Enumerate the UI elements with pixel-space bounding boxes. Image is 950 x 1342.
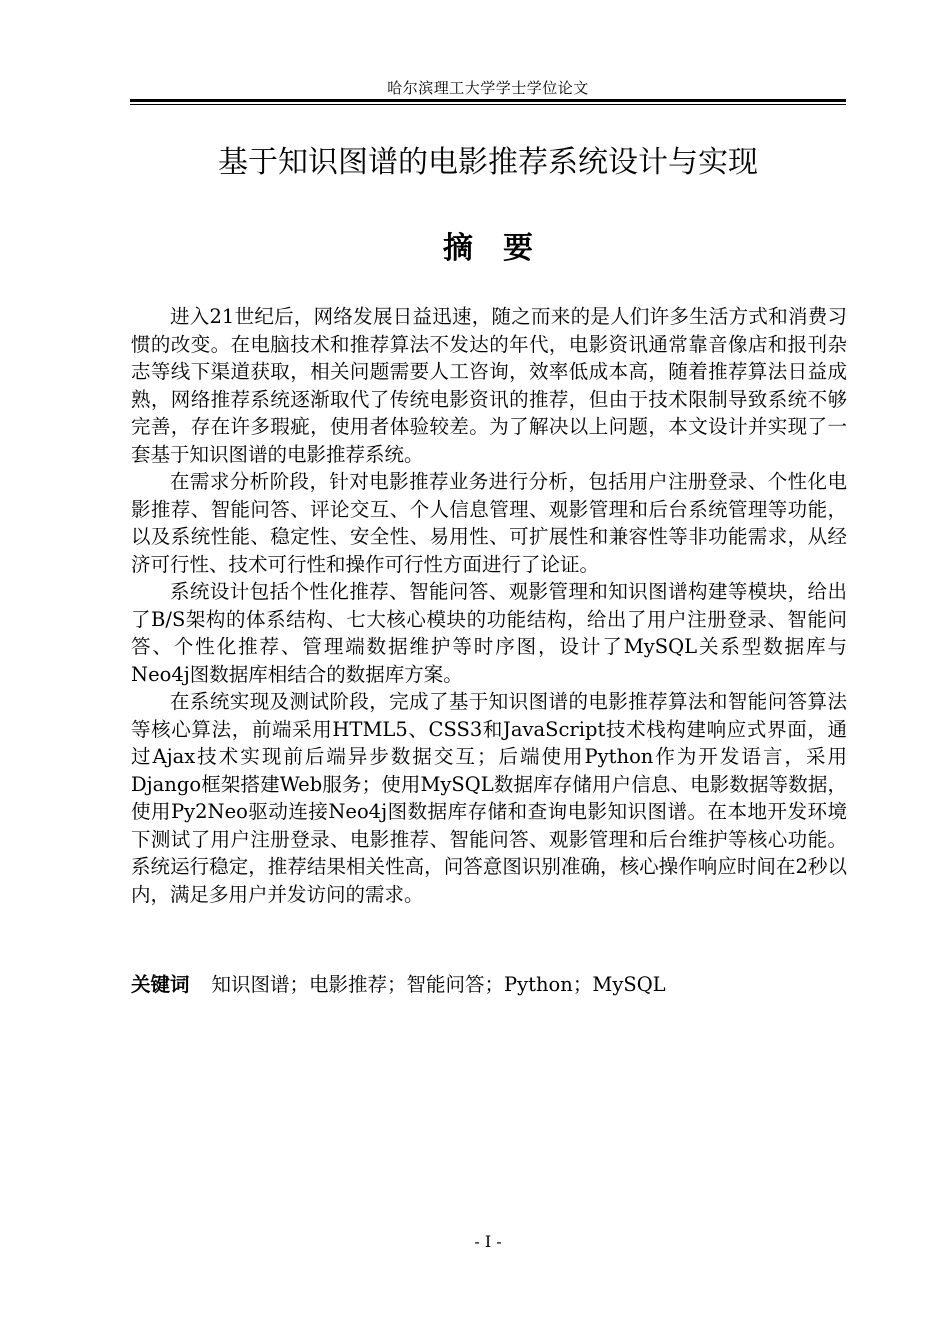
header-rule-thick bbox=[130, 99, 846, 102]
header-title: 哈尔滨理工大学学士学位论文 bbox=[387, 79, 589, 97]
abstract-body bbox=[131, 303, 847, 908]
abstract-paragraph: 在需求分析阶段，针对电影推荐业务进行分析，包括用户注册登录、个性化电影推荐、智能问答、评论交互、个人信息管理、观影管理和后台系统管理等功能，以及系统性能、稳定性、安全性、易用性、可扩展性和兼容性等非功能需求，从经济可行性、技术可行性和操作可行性方面进行了论证。 bbox=[131, 470, 847, 576]
abstract-paragraph: 在系统实现及测试阶段，完成了基于知识图谱的电影推荐算法和智能问答算法等核心算法，前端采用HTML5、CSS3和JavaScript技术栈构建响应式界面，通过Ajax技术实现前后端异步数据交互；后端使用Python作为开发语言，采用Django框架搭建Web服务；使用MySQL数据库存储用户信息、电影数据等数据，使用Py2Neo驱动连接Neo4j图数据库存储和查询电影知识图谱。在本地开发环境下测试了用户注册登录、电影推荐、智能问答、观影管理和后台维护等核心功能。系统运行稳定，推荐结果相关性高，问答意图识别准确，核心操作响应时间在2秒以内，满足多用户并发访问的需求。 bbox=[131, 690, 847, 906]
abstract-paragraph: 系统设计包括个性化推荐、智能问答、观影管理和知识图谱构建等模块，给出了B/S架构的体系结构、七大核心模块的功能结构，给出了用户注册登录、智能问答、个性化推荐、管理端数据维护等时序图，设计了MySQL关系型数据库与Neo4j图数据库相结合的数据库方案。 bbox=[131, 580, 847, 686]
thesis-title: 基于知识图谱的电影推荐系统设计与实现 bbox=[218, 145, 758, 180]
abstract-heading: 摘要 bbox=[443, 231, 563, 266]
abstract-paragraph: 进入21世纪后，网络发展日益迅速，随之而来的是人们许多生活方式和消费习惯的改变。在电脑技术和推荐算法不发达的年代，电影资讯通常靠音像店和报刊杂志等线下渠道获取，相关问题需要人工咨询，效率低成本高，随着推荐算法日益成熟，网络推荐系统逐渐取代了传统电影资讯的推荐，但由于技术限制导致系统不够完善，存在许多瑕疵，使用者体验较差。为了解决以上问题，本文设计并实现了一套基于知识图谱的电影推荐系统。 bbox=[131, 305, 847, 466]
keywords-list: 知识图谱；电影推荐；智能问答；Python；MySQL bbox=[211, 973, 666, 996]
header-rule-thin bbox=[130, 104, 846, 105]
page-number: - I - bbox=[474, 1232, 502, 1251]
keywords-line bbox=[131, 971, 847, 999]
keywords-label: 关键词 bbox=[131, 973, 190, 996]
